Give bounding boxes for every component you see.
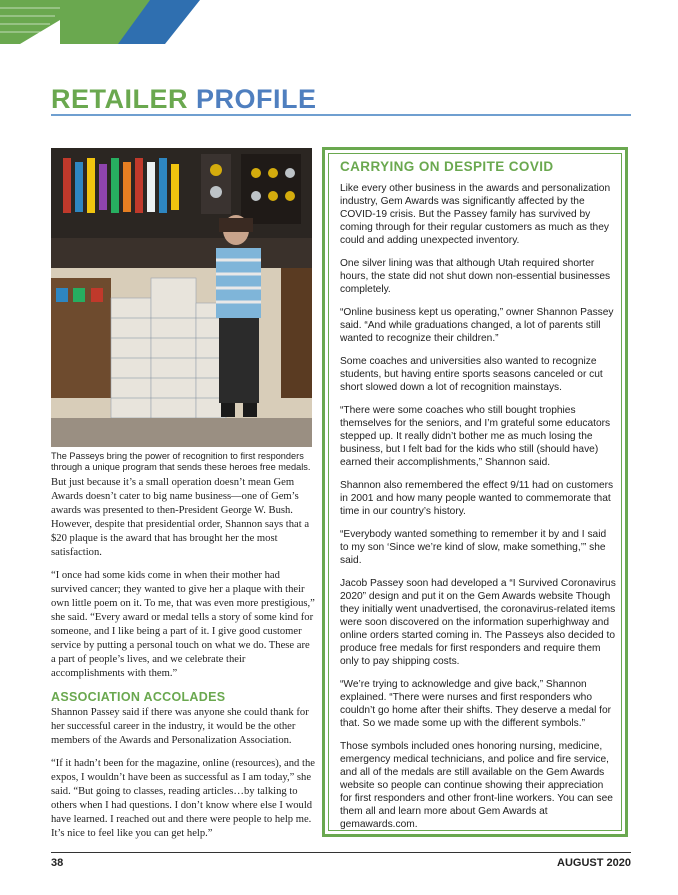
left-paragraph: “If it hadn’t been for the magazine, online (resources), and the expos, I wouldn’t have been as successful as I am today,” she said. “But going to classes, reading articles…by talking to others when I had questions. I don’t know where else I would have learned. I reached out and there were people to help me. It’s nice to feel like you can get help.” [51, 758, 315, 839]
sidebar-paragraph: “We’re trying to acknowledge and give back,” Shannon explained. “There were nurses and first responders who couldn’t go home after their shifts. They deserve a medal for that. So we made some up with the different symbols.” [340, 679, 612, 729]
issue-date: AUGUST 2020 [557, 857, 631, 869]
sidebar-paragraph: Those symbols included ones honoring nursing, medicine, emergency medical technicians, and police and fire service, and all of the medals are still available on the Gem Awards website so people can continue showing their appreciation for first responders and other front-line workers. You can see them all and learn more about Gem Awards at gemawards.com. [340, 741, 613, 830]
left-paragraph: But just because it’s a small operation doesn’t mean Gem Awards doesn’t cater to big name business—one of Gem’s awards was presented to then-President George W. Bush. However, despite that presidential order, Shannon says that a $20 plaque is the award that has brought her the most satisfaction. [51, 477, 310, 558]
sidebar-content [340, 156, 616, 841]
store-photo-illustration [51, 148, 312, 447]
title-retailer: RETAILER [51, 84, 188, 114]
sidebar-paragraph: Jacob Passey soon had developed a “I Survived Coronavirus 2020” design and put it on the Gem Awards website Though they initially went unadvertised, the coronavirus-related items were soon discovered on the information superhighway and online orders started coming in. The Passeys also decided to produce free medals for first responders and require them only to pay shipping costs. [340, 578, 616, 667]
left-column [51, 476, 316, 850]
left-paragraph: “I once had some kids come in when their mother had survived cancer; they wanted to give her a plaque with their own little poem on it. To me, that was even more prestigious,” she said. “Every award or medal tells a story of some kind for someone, and I like being a part of it. I give good customer service by putting a personal touch on what we do. These are a part of people’s lives, and we celebrate their accomplishments with them.” [51, 570, 315, 679]
footer-rule [51, 852, 631, 853]
sidebar-paragraph: One silver lining was that although Utah required shorter hours, the state did not shut down non-essential businesses completely. [340, 258, 611, 295]
page-title [51, 84, 317, 115]
sidebar-paragraph: “Online business kept us operating,” owner Shannon Passey said. “And while graduations changed, a lot of parents still wanted to recognize their children.” [340, 307, 614, 344]
corner-decoration [0, 0, 200, 44]
page-number: 38 [51, 857, 64, 869]
covid-sidebar [322, 147, 628, 837]
left-paragraph: Shannon Passey said if there was anyone she could thank for her successful career in the industry, it would be the other members of the Awards and Personalization Association. [51, 707, 309, 746]
photo-caption: The Passeys bring the power of recognition to first responders through a unique program that sends these heroes free medals. [51, 451, 311, 472]
title-profile: PROFILE [196, 84, 317, 114]
section-heading-association: ASSOCIATION ACCOLADES [51, 690, 226, 704]
sidebar-paragraph: Shannon also remembered the effect 9/11 had on customers in 2001 and how many people wanted to commemorate that time in our country’s history. [340, 480, 614, 517]
sidebar-paragraph: Some coaches and universities also wanted to recognize students, but having entire sports seasons canceled or cut short slowed down a lot of recognition mainstays. [340, 356, 603, 393]
sidebar-paragraph: Like every other business in the awards and personalization industry, Gem Awards was significantly affected by the COVID-19 crisis. But the Passey family has survived by coming through for their regular customers as much as they could and adding unexpected inventory. [340, 183, 611, 246]
sidebar-paragraph: “There were some coaches who still bought trophies themselves for the seniors, and I’m grateful some educators stepped up. It really didn’t bother me as much losing the business, but I felt bad for the kids who still (should have) earned their accomplishments,” Shannon said. [340, 405, 611, 468]
header-rule [51, 114, 631, 116]
sidebar-paragraph: “Everybody wanted something to remember it by and I said to my son ‘Since we’re kind of slow, make something,’” she said. [340, 529, 607, 566]
store-photo [51, 148, 312, 447]
sidebar-heading: CARRYING ON DESPITE COVID [340, 159, 554, 174]
